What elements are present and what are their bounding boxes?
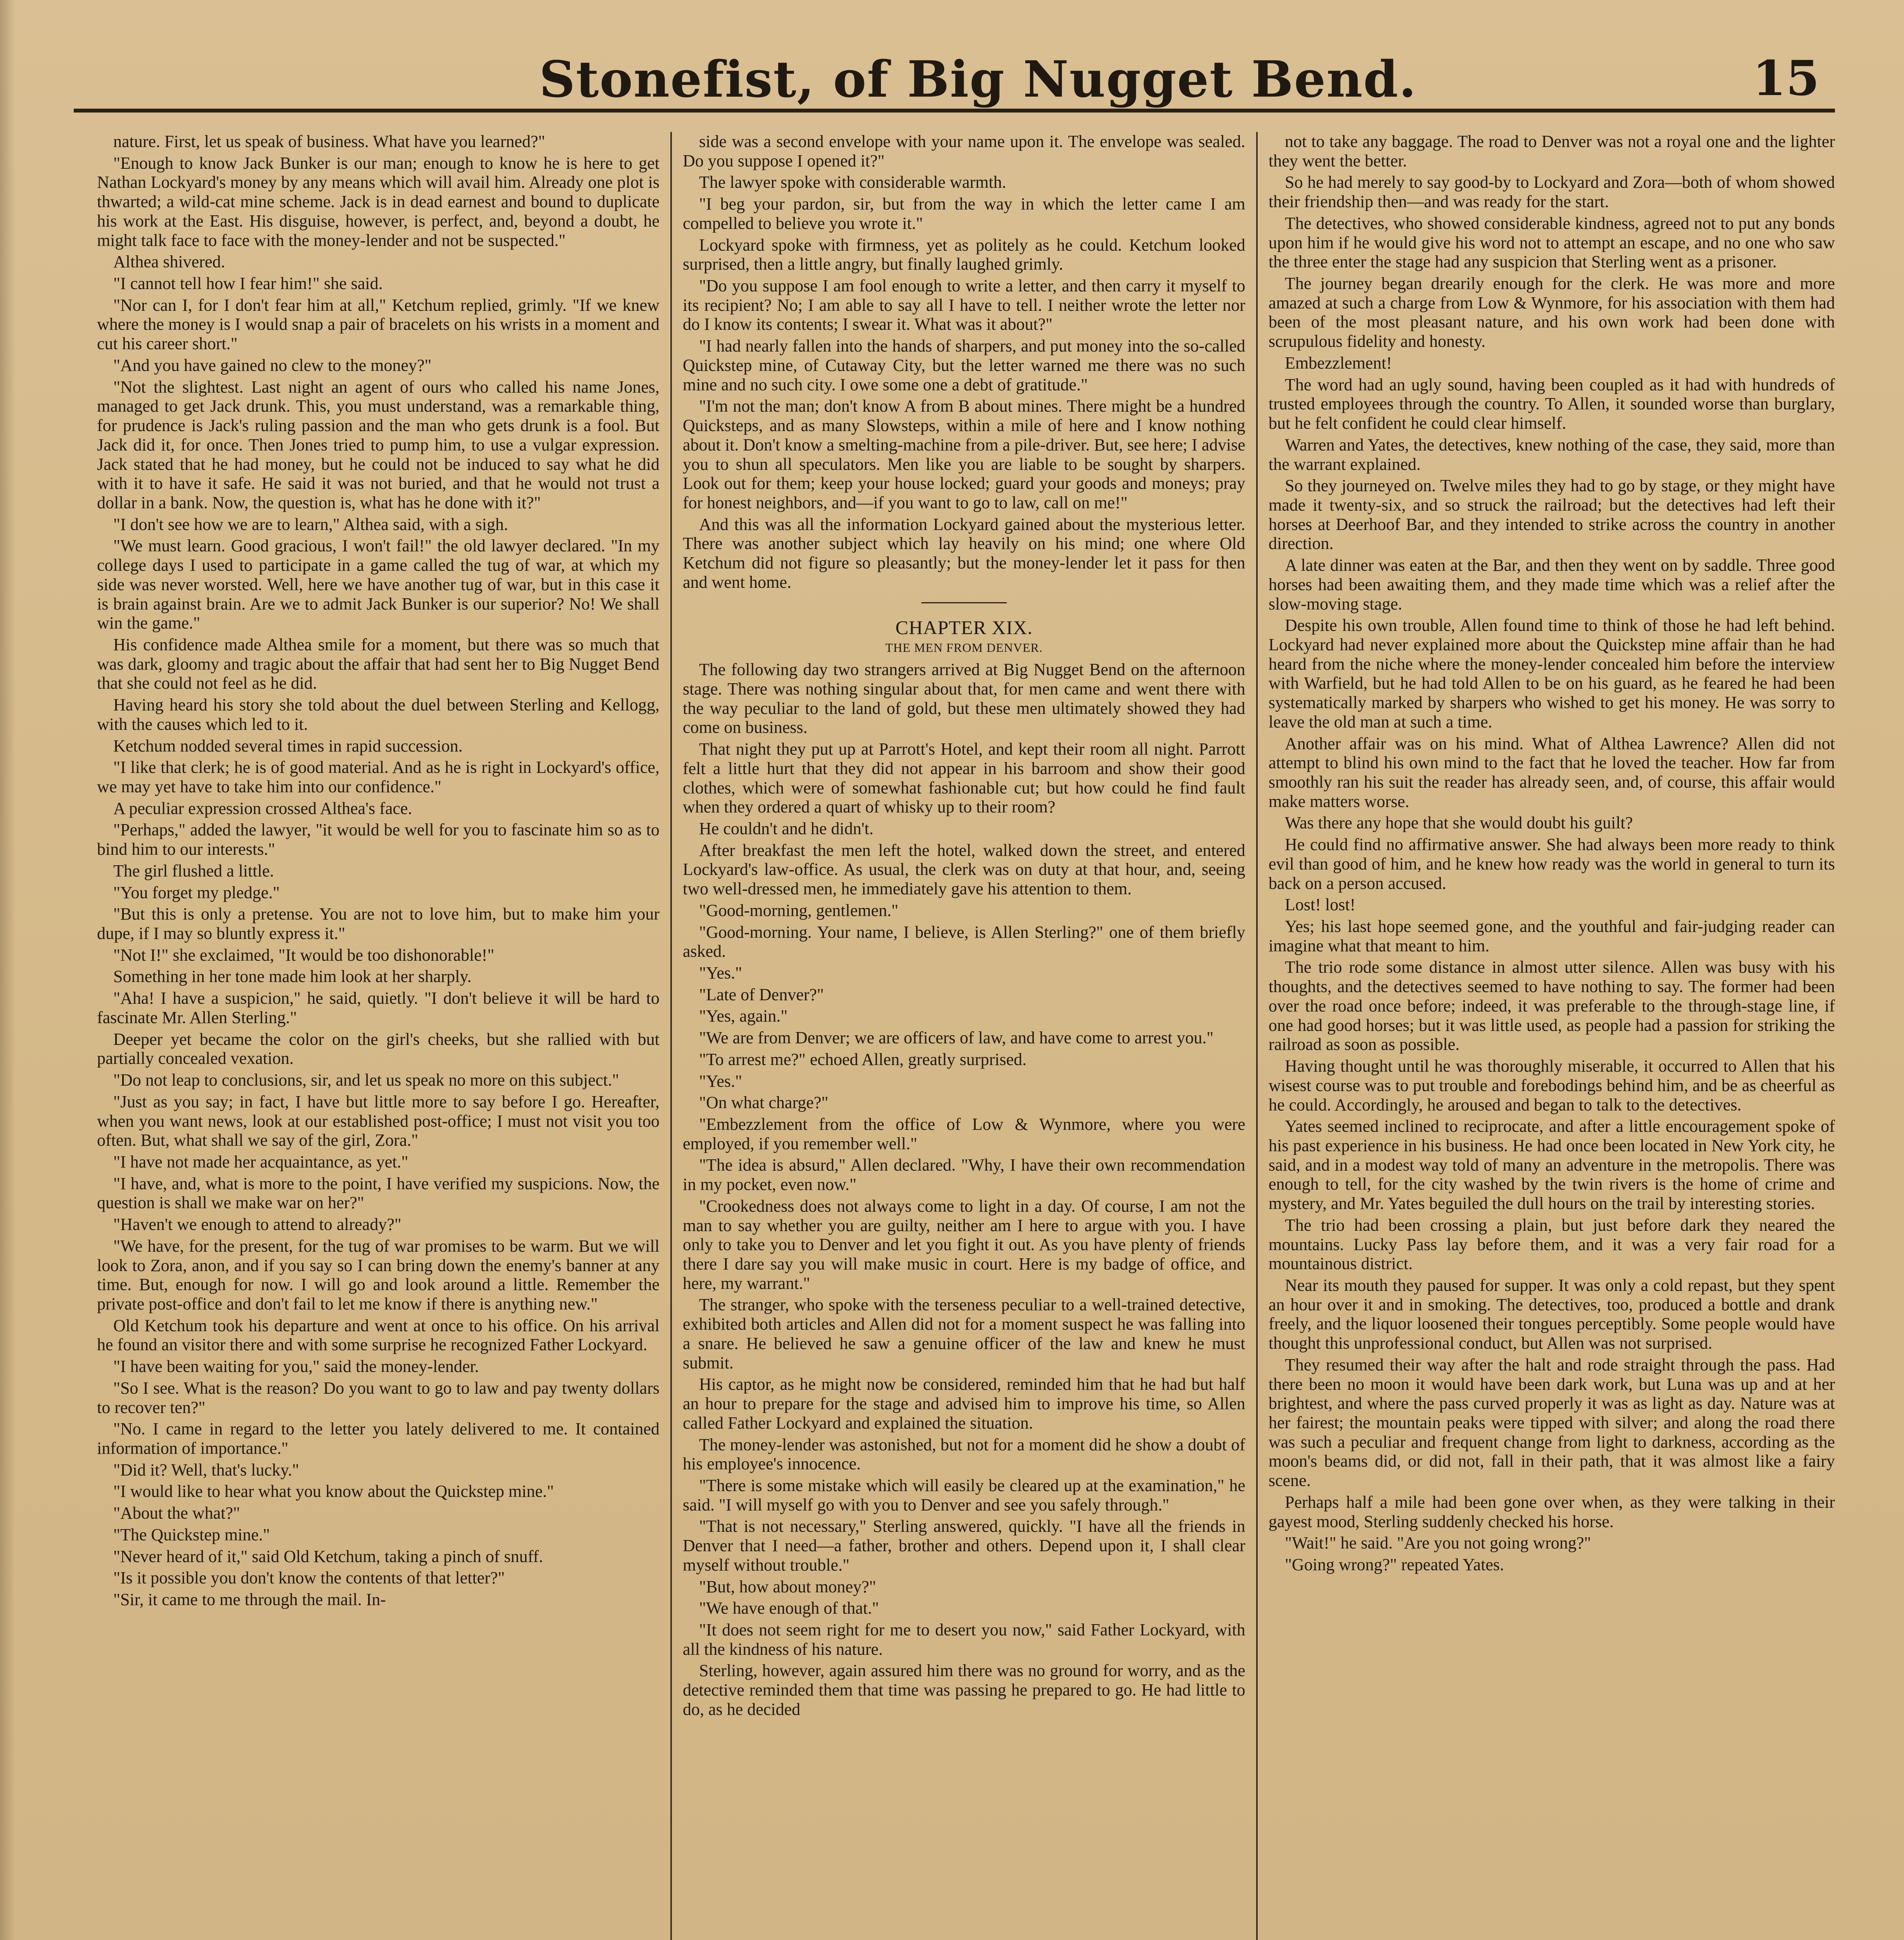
story-paragraph: "Good-morning. Your name, I believe, is Allen Sterling?" one of them briefly asked. [683,922,1245,961]
column-divider [1256,132,1258,1940]
story-paragraph: Sterling, however, again assured him there was no ground for worry, and as the detective reminded them that time was passing he prepared to go. He had little to do, as he decided [683,1661,1245,1719]
text-column-1 [97,132,659,1940]
story-paragraph: Yes; his last hope seemed gone, and the youthful and fair-judging reader can imagine what that meant to him. [1269,917,1835,955]
story-paragraph: "Never heard of it," said Old Ketchum, taking a pinch of snuff. [113,1547,543,1566]
chapter-subtitle: THE MEN FROM DENVER. [885,641,1043,655]
story-paragraph: "Not I!" she exclaimed, "It would be too dishonorable!" [113,945,495,965]
story-paragraph: Deeper yet became the color on the girl's cheeks, but she rallied with but partially concealed vexation. [97,1029,659,1068]
story-paragraph: "Perhaps," added the lawyer, "it would be well for you to fascinate him so as to bind him to our interests." [97,820,659,859]
story-paragraph: "There is some mistake which will easily be cleared up at the examination," he said. "I will myself go with you to Denver and see you safely through." [683,1476,1245,1514]
story-paragraph: Having thought until he was thoroughly miserable, it occurred to Allen that his wisest course was to put trouble and forebodings behind him, and be as cheerful as he could. Accordingly, he aroused and began to talk to the detectives. [1269,1057,1835,1114]
story-paragraph: "Yes, again." [699,1006,788,1026]
story-paragraph: "It does not seem right for me to desert you now," said Father Lockyard, with all the kindness of his nature. [683,1620,1245,1659]
text-column-2 [683,132,1245,1940]
story-paragraph: "Late of Denver?" [699,985,824,1004]
story-paragraph: "Do you suppose I am fool enough to write a letter, and then carry it myself to its recipient? No; I am able to say all I have to tell. I neither wrote the letter nor do I know its contents; I swear it. What was it about?" [683,276,1245,334]
story-paragraph: side was a second envelope with your name upon it. The envelope was sealed. Do you suppose I opened it?" [683,132,1245,170]
story-paragraph: "And you have gained no clew to the money?" [113,355,432,375]
chapter-title: CHAPTER XIX. [895,616,1033,638]
story-paragraph: "To arrest me?" echoed Allen, greatly surprised. [699,1050,1027,1069]
story-paragraph: Ketchum nodded several times in rapid succession. [113,736,463,755]
story-paragraph: Lost! lost! [1285,895,1356,915]
story-paragraph: "Not the slightest. Last night an agent of ours who called his name Jones, managed to get Jack drunk. This, you must understand, was a remarkable thing, for prudence is Jack's ruling passion and the man who gets drunk is a fool. But Jack did it, for once. Then Jones tried to pump him, to use a vulgar expression. Jack stated that he had money, but he could not be induced to say what he did with it to have it safe. He said it was not buried, and that he would not trust a dollar in a bank. Now, the question is, what has he done with it?" [97,377,659,512]
story-paragraph: His confidence made Althea smile for a moment, but there was so much that was dark, gloomy and tragic about the affair that had sent her to Big Nugget Bend that she could not feel as he did. [97,635,659,693]
story-paragraph: "But, how about money?" [699,1577,876,1596]
story-paragraph: Yates seemed inclined to reciprocate, and after a little encouragement spoke of his past experience in his business. He had once been located in New York city, he said, and in a modest way told of many an adventure in the metropolis. There was enough to tell, for the city washed by the twin rivers is the home of crime and mystery, and Mr. Yates beguiled the dull hours on the trail by interesting stories. [1269,1117,1835,1213]
story-paragraph: The trio had been crossing a plain, but just before dark they neared the mountains. Lucky Pass lay before them, and it was a very fair road for a mountainous district. [1269,1215,1835,1273]
story-paragraph: "Enough to know Jack Bunker is our man; enough to know he is here to get Nathan Lockyard's money by any means which will avail him. Already one plot is thwarted; a wild-cat mine scheme. Jack is in dead earnest and bound to duplicate his work at the East. His disguise, however, is perfect, and, beyond a doubt, he might talk face to face with the money-lender and not be suspected." [97,153,659,250]
story-paragraph: "That is not necessary," Sterling answered, quickly. "I have all the friends in Denver that I need—a father, brother and others. Depend upon it, I shall clear myself without trouble." [683,1517,1245,1575]
story-paragraph: "No. I came in regard to the letter you lately delivered to me. It contained information of importance." [97,1419,659,1458]
story-paragraph: "I don't see how we are to learn," Althea said, with a sigh. [113,514,508,534]
story-paragraph: The following day two strangers arrived at Big Nugget Bend on the afternoon stage. There was nothing singular about that, for men came and went there with the way peculiar to the land of gold, but these men ultimately showed they had come on business. [683,660,1245,737]
story-paragraph: After breakfast the men left the hotel, walked down the street, and entered Lockyard's law-office. As usual, the clerk was on duty at that hour, and, seeing two well-dressed men, he immediately gave his attention to them. [683,840,1245,899]
story-paragraph: He could find no affirmative answer. She had always been more ready to think evil than good of him, and he knew how ready was the world in general to turn its back on a person accused. [1269,835,1835,893]
story-paragraph: "I have been waiting for you," said the money-lender. [113,1357,479,1376]
story-paragraph: So he had merely to say good-by to Lockyard and Zora—both of whom showed their friendship then—and was ready for the start. [1269,173,1835,211]
story-paragraph: "On what charge?" [699,1093,829,1112]
story-paragraph: His captor, as he might now be considered, reminded him that he had but half an hour to prepare for the stage and advised him to improve his time, so Allen called Father Lockyard and explained the situation. [683,1375,1245,1432]
story-paragraph: "The idea is absurd," Allen declared. "Why, I have their own recommendation in my pocket, even now." [683,1155,1245,1194]
story-paragraph: nature. First, let us speak of business. What have you learned?" [113,132,545,151]
story-paragraph: Lockyard spoke with firmness, yet as politely as he could. Ketchum looked surprised, then a little angry, but finally laughed grimly. [683,235,1245,274]
story-paragraph: They resumed their way after the halt and rode straight through the pass. Had there been no moon it would have been dark work, but Luna was up and at her brightest, and where the pass curved properly it was as light as day. Nature was at her fairest; the mountain peaks were tipped with silver; and along the road there was such a peculiar and frequent change from light to darkness, according as the moon's beams did, or did not, fall in their path, that it was almost like a fairy scene. [1269,1355,1835,1490]
story-paragraph: "I have not made her acquaintance, as yet." [113,1152,408,1171]
story-paragraph: "I beg your pardon, sir, but from the way in which the letter came I am compelled to believe you wrote it." [683,194,1245,233]
story-paragraph: "Good-morning, gentlemen." [699,901,898,920]
page-header [74,23,1835,113]
story-paragraph: "Embezzlement from the office of Low & Wynmore, where you were employed, if you remember well." [683,1115,1245,1153]
story-paragraph: "Crookedness does not always come to light in a day. Of course, I am not the man to say whether you are guilty, neither am I here to argue with you. I have only to take you to Denver and let you fight it out. As you have plenty of friends there I dare say you will make music in court. Here is my badge of office, and here, my warrant." [683,1196,1245,1293]
column-2-text-top [683,132,1245,592]
story-paragraph: "I would like to hear what you know about the Quickstep mine." [113,1482,554,1501]
story-paragraph: Warren and Yates, the detectives, knew nothing of the case, they said, more than the warrant explained. [1269,435,1835,474]
story-paragraph: "We have, for the present, for the tug of war promises to be warm. But we will look to Zora, anon, and if you say so I can bring down the enemy's banner at any time. But, enough for now. I will go and look around a little. Remember the private post-office and don't fail to let me know if there is anything new." [97,1236,659,1313]
story-paragraph: Despite his own trouble, Allen found time to think of those he had left behind. Lockyard had never explained more about the Quickstep mine affair than he had heard from the niche where the money-lender concealed him before the interview with Warfield, but he had told Allen to be on his guard, as he feared he had been systematically marked by sharpers who wished to get his money. He was sorry to leave the old man at such a time. [1269,616,1835,731]
story-paragraph: "I like that clerk; he is of good material. And as he is right in Lockyard's office, we may yet have to take him into our confidence." [97,758,659,796]
story-paragraph: "Just as you say; in fact, I have but little more to say before I go. Hereafter, when you want news, look at our established post-office; I must not visit you too often. But, what shall we say of the girl, Zora." [97,1092,659,1150]
story-paragraph: "Yes." [699,963,742,982]
story-paragraph: Perhaps half a mile had been gone over when, as they were talking in their gayest mood, Sterling suddenly checked his horse. [1269,1492,1835,1531]
story-paragraph: Old Ketchum took his departure and went at once to his office. On his arrival he found an visitor there and with some surprise he recognized Father Lockyard. [97,1316,659,1355]
story-paragraph: "Going wrong?" repeated Yates. [1285,1555,1504,1575]
story-paragraph: "Haven't we enough to attend to already?" [113,1215,402,1234]
story-paragraph: "The Quickstep mine." [113,1525,270,1544]
story-paragraph: So they journeyed on. Twelve miles they had to go by stage, or they might have made it twenty-six, and so struck the railroad; but the detectives had left their horses at Deerhoof Bar, and they intended to strike across the country in another direction. [1269,476,1835,553]
story-paragraph: "I have, and, what is more to the point, I have verified my suspicions. Now, the question is shall we make war on her?" [97,1174,659,1212]
story-paragraph: Another affair was on his mind. What of Althea Lawrence? Allen did not attempt to blind his own mind to the fact that he loved the teacher. How far from smoothly ran his suit the reader has already seen, and, of course, this affair would make matters worse. [1269,734,1835,811]
story-paragraph: A late dinner was eaten at the Bar, and then they went on by saddle. Three good horses had been awaiting them, and they made time which was a relief after the slow-moving stage. [1269,556,1835,613]
story-paragraph: "You forget my pledge." [113,883,280,902]
page-number: 15 [1752,50,1819,107]
story-paragraph: Was there any hope that she would doubt his guilt? [1285,813,1633,833]
story-paragraph: The detectives, who showed considerable kindness, agreed not to put any bonds upon him if he would give his word not to attempt an escape, and no one who saw the three enter the stage had any suspicion that Sterling went as a prisoner. [1269,213,1835,272]
story-paragraph: "But this is only a pretense. You are not to love him, but to make him your dupe, if I may so bluntly express it." [97,904,659,943]
story-paragraph: The money-lender was astonished, but not for a moment did he show a doubt of his employee's innocence. [683,1435,1245,1474]
story-paragraph: Embezzlement! [1285,353,1392,372]
story-paragraph: "So I see. What is the reason? Do you want to go to law and pay twenty dollars to recover ten?" [97,1378,659,1417]
story-paragraph: "Nor can I, for I don't fear him at all," Ketchum replied, grimly. "If we knew where the money is I would snap a pair of bracelets on his wrists in a moment and cut his career short." [97,295,659,353]
story-paragraph: "Do not leap to conclusions, sir, and let us speak no more on this subject." [113,1070,619,1090]
story-paragraph: "Did it? Well, that's lucky." [113,1460,299,1479]
text-column-3 [1269,132,1835,1940]
story-paragraph: "Sir, it came to me through the mail. In- [113,1590,386,1609]
story-paragraph: "I cannot tell how I fear him!" she said. [113,274,383,293]
story-paragraph: The word had an ugly sound, having been coupled as it had with hundreds of trusted employees through the country. To Allen, it sounded worse than burglary, but he felt confident he could clear himself. [1269,375,1835,433]
story-paragraph: "I had nearly fallen into the hands of sharpers, and put money into the so-called Quickstep mine, of Cutaway City, but the letter warned me there was no such mine and no such city. I owe some one a debt of gratitude." [683,336,1245,394]
story-paragraph: not to take any baggage. The road to Denver was not a royal one and the lighter they went the better. [1269,132,1835,170]
story-paragraph: "Is it possible you don't know the contents of that letter?" [113,1568,505,1588]
story-paragraph: "I'm not the man; don't know A from B about mines. There might be a hundred Quicksteps, and as many Slowsteps, within a mile of here and I know nothing about it. Don't know a smelting-machine from a pile-driver. But, see here; I advise you to shun all speculators. Men like you are liable to be sought by sharpers. Look out for them; keep your house locked; guard your goods and moneys; pray for honest neighbors, and—if you want to go to law, call on me!" [683,397,1245,512]
page-running-title: Stonefist, of Big Nugget Bend. [539,50,1417,109]
story-paragraph: The journey began drearily enough for the clerk. He was more and more amazed at such a charge from Low & Wynmore, for his association with them had been of the most pleasant nature, and his own work had been done with scrupulous fidelity and honesty. [1269,274,1835,351]
page-edge-shadow [0,0,16,1940]
story-paragraph: And this was all the information Lockyard gained about the mysterious letter. There was another subject which lay heavily on his mind; one where Old Ketchum did not figure so pleasantly; but the money-lender let it pass for then and went home. [683,514,1245,592]
story-paragraph: "We have enough of that." [699,1599,879,1618]
story-paragraph: That night they put up at Parrott's Hotel, and kept their room all night. Parrott felt a little hurt that they did not appear in his barroom and show their good clothes, which were of somewhat fashionable cut; but how could he find fault when they ordered a quart of whisky up to their room? [683,740,1245,817]
story-paragraph: The girl flushed a little. [113,861,274,880]
story-paragraph: "About the what?" [113,1504,240,1523]
story-paragraph: The lawyer spoke with considerable warmth. [699,173,1006,192]
column-divider [670,132,672,1940]
story-paragraph: "Aha! I have a suspicion," he said, quietly. "I don't believe it will be hard to fascinate Mr. Allen Sterling." [97,989,659,1027]
chapter-divider-rule [921,602,1007,603]
story-paragraph: "Yes." [699,1071,742,1091]
column-2-chapter-text [683,660,1245,1719]
story-paragraph: "We must learn. Good gracious, I won't fail!" the old lawyer declared. "In my college days I used to participate in a game called the tug of war, at which my side was never worsted. Well, here we have another tug of war, but in this case it is brain against brain. Are we to admit Jack Bunker is our superior? No! We shall win the game." [97,536,659,633]
story-paragraph: A peculiar expression crossed Althea's face. [113,799,412,818]
story-paragraph: The stranger, who spoke with the terseness peculiar to a well-trained detective, exhibited both articles and Allen did not for a moment suspect he was falling into a snare. He believed he saw a genuine officer of the law and knew he must submit. [683,1295,1245,1372]
story-paragraph: Althea shivered. [113,252,225,272]
story-paragraph: Near its mouth they paused for supper. It was only a cold repast, but they spent an hour over it and in smoking. The detectives, too, produced a bottle and drank freely, and the liquor loosened their tongues perceptibly. Some people would have thought this unprofessional conduct, but Allen was not surprised. [1269,1275,1835,1353]
story-paragraph: Having heard his story she told about the duel between Sterling and Kellogg, with the causes which led to it. [97,695,659,734]
story-paragraph: "We are from Denver; we are officers of law, and have come to arrest you." [699,1028,1214,1048]
story-paragraph: "Wait!" he said. "Are you not going wrong?" [1285,1533,1591,1553]
story-paragraph: The trio rode some distance in almost utter silence. Allen was busy with his thoughts, and the detectives seemed to have nothing to say. The former had been over the road once before; indeed, it was preferable to the through-stage line, if one had good horses; but it was little used, as people had a passion for striking the railroad as soon as possible. [1269,958,1835,1054]
story-paragraph: Something in her tone made him look at her sharply. [113,967,472,986]
story-paragraph: He couldn't and he didn't. [699,819,874,838]
